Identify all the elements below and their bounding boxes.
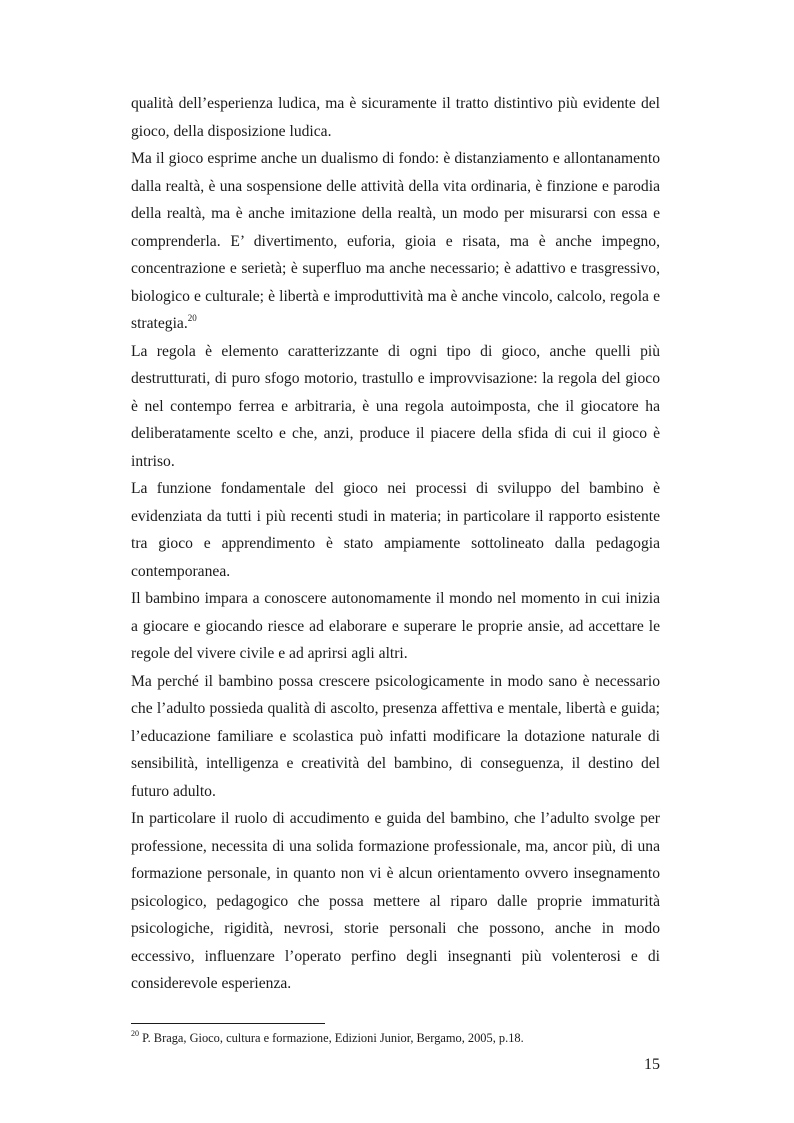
page-number: 15 bbox=[644, 1056, 660, 1073]
body-text bbox=[131, 90, 660, 998]
paragraph-4 bbox=[131, 475, 660, 585]
paragraph-6-text: Ma perché il bambino possa crescere psicologicamente in modo sano è necessario che l’adulto possieda qualità di ascolto, presenza affettiva e mentale, libertà e guida; l’educazione familiare e scolastica può infatti modificare la dotazione naturale di sensibilità, intelligenza e creatività del bambino, di conseguenza, il destino del futuro adulto. bbox=[131, 672, 660, 800]
footnote bbox=[131, 1030, 660, 1046]
footnote-text: P. Braga, Gioco, cultura e formazione, Edizioni Junior, Bergamo, 2005, p.18. bbox=[139, 1031, 524, 1045]
paragraph-7-text: In particolare il ruolo di accudimento e guida del bambino, che l’adulto svolge per professione, necessita di una solida formazione professionale, ma, ancor più, di una formazione personale, in quanto non vi è alcun orientamento ovvero insegnamento psicologico, pedagogico che possa mettere al riparo dalle proprie immaturità psicologiche, rigidità, nevrosi, storie personali che possono, anche in modo eccessivo, influenzare l’operato perfino degli insegnanti più volenterosi e di considerevole esperienza. bbox=[131, 810, 660, 992]
page-body bbox=[131, 90, 660, 998]
footnote-divider bbox=[131, 1023, 325, 1024]
paragraph-5 bbox=[131, 585, 660, 668]
paragraph-1-text: qualità dell’esperienza ludica, ma è sicuramente il tratto distintivo più evidente del gioco, della disposizione ludica. bbox=[131, 95, 660, 140]
footnote-reference[interactable]: 20 bbox=[187, 312, 197, 323]
paragraph-2-text: Ma il gioco esprime anche un dualismo di fondo: è distanziamento e allontanamento dalla realtà, è una sospensione delle attività della vita ordinaria, è finzione e parodia della realtà, ma è anche imitazione della realtà, un modo per misurarsi con essa e comprenderla. E’ divertimento, euforia, gioia e risata, ma è anche impegno, concentrazione e serietà; è superfluo ma anche necessario; è adattivo e trasgressivo, biologico e culturale; è libertà e improduttività ma è anche vincolo, calcolo, regola e strategia. bbox=[131, 150, 660, 332]
paragraph-5-text: Il bambino impara a conoscere autonomamente il mondo nel momento in cui inizia a giocare e giocando riesce ad elaborare e superare le proprie ansie, ad accettare le regole del vivere civile e ad aprirsi agli altri. bbox=[131, 590, 660, 662]
footnote-number: 20 bbox=[131, 1028, 139, 1038]
paragraph-7 bbox=[131, 805, 660, 998]
paragraph-1 bbox=[131, 90, 660, 145]
paragraph-6 bbox=[131, 668, 660, 806]
paragraph-2 bbox=[131, 145, 660, 338]
paragraph-3-text: La regola è elemento caratterizzante di ogni tipo di gioco, anche quelli più destrutturati, di puro sfogo motorio, trastullo e improvvisazione: la regola del gioco è nel contempo ferrea e arbitraria, è una regola autoimposta, che il giocatore ha deliberatamente scelto e che, anzi, produce il piacere della sfida di cui il gioco è intriso. bbox=[131, 342, 660, 470]
paragraph-4-text: La funzione fondamentale del gioco nei processi di sviluppo del bambino è evidenziata da tutti i più recenti studi in materia; in particolare il rapporto esistente tra gioco e apprendimento è stato ampiamente sottolineato dalla pedagogia contemporanea. bbox=[131, 480, 660, 580]
paragraph-3 bbox=[131, 338, 660, 476]
